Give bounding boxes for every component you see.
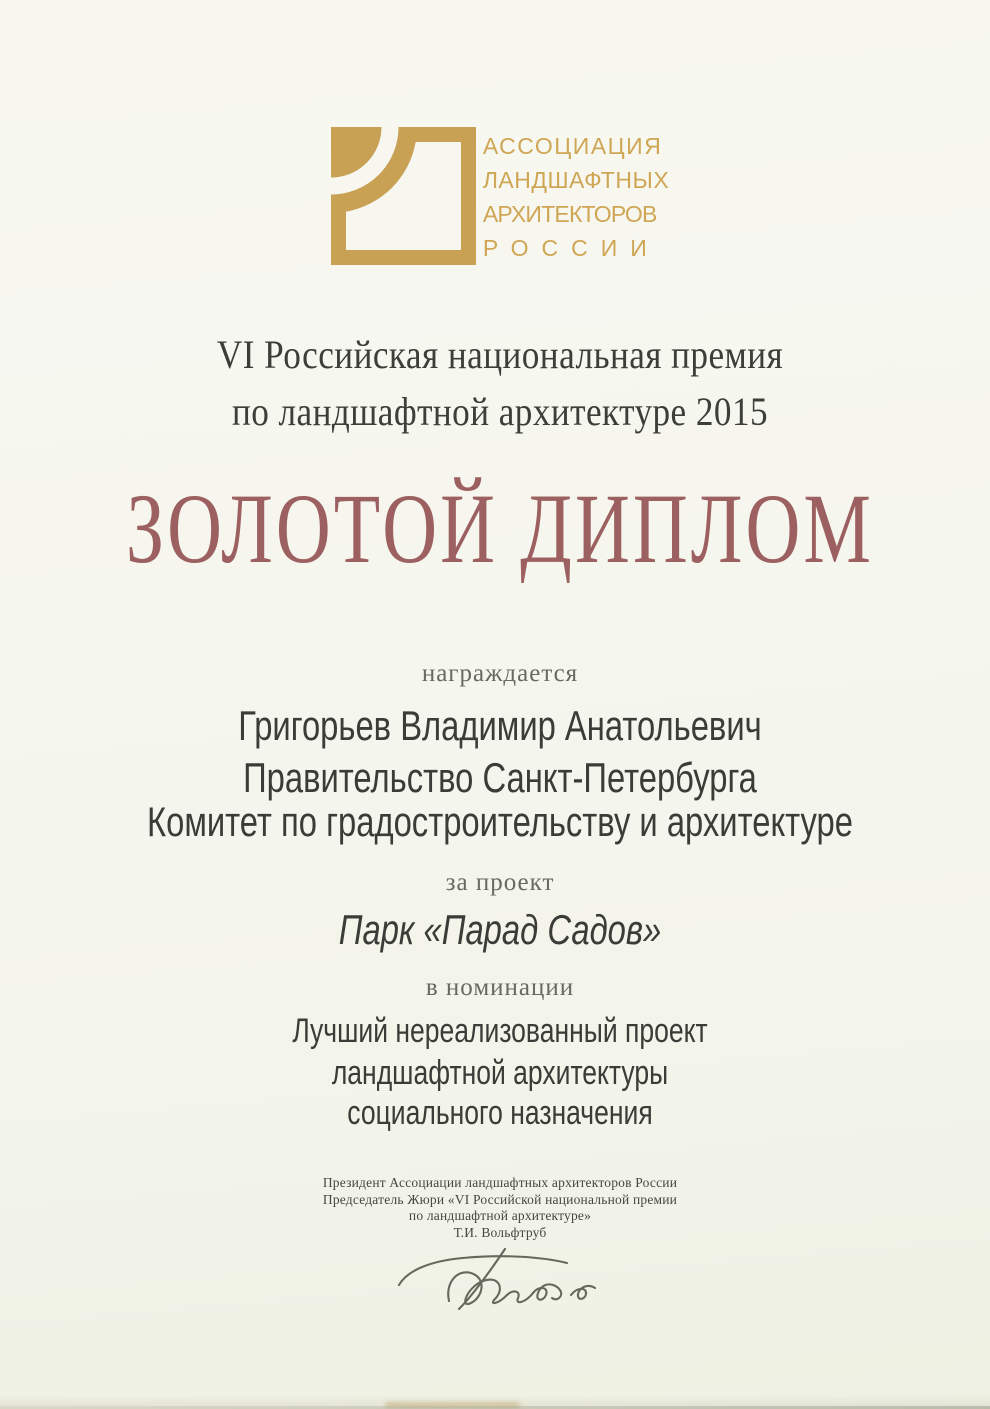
diploma-title: ЗОЛОТОЙ ДИПЛОМ	[126, 473, 874, 584]
landscape-architects-logo-icon	[331, 127, 476, 265]
signature-icon	[385, 1241, 615, 1313]
signatory-name: Т.И. Вольфтруб	[453, 1224, 547, 1240]
nomination-line: социального назначения	[347, 1094, 653, 1132]
association-name	[483, 127, 669, 265]
project-label: за проект	[445, 869, 555, 896]
nomination-line: ландшафтной архитектуры	[331, 1054, 669, 1092]
signatory-block	[0, 1175, 990, 1241]
signatory-title-line3: по ландшафтной архитектуре»	[408, 1208, 592, 1223]
project-name: Парк «Парад Садов»	[338, 906, 662, 953]
recipient-organization-line1: Правительство Санкт-Петербурга	[243, 754, 757, 801]
recipient-organization-line2: Комитет по градостроительству и архитектуре	[147, 798, 853, 845]
association-name-line: РОССИИ	[482, 235, 660, 261]
signatory-title-line2: Председатель Жюри «VI Российской национальной премии	[322, 1191, 678, 1207]
association-name-line: АССОЦИАЦИЯ	[482, 133, 663, 159]
signature	[0, 1241, 990, 1313]
award-edition-title	[60, 326, 940, 440]
association-name-line: ЛАНДШАФТНЫХ	[482, 167, 670, 193]
nomination-line: Лучший нереализованный проект	[292, 1012, 708, 1050]
association-logo	[0, 127, 990, 265]
award-edition-line2: по ландшафтной архитектуре 2015	[231, 389, 769, 434]
association-name-line: АРХИТЕКТОРОВ	[482, 201, 657, 227]
award-edition-line1: VI Российская национальная премия	[216, 332, 784, 377]
signatory-title-line1: Президент Ассоциации ландшафтных архитекторов России	[322, 1175, 678, 1190]
awarded-label: награждается	[421, 660, 579, 687]
nomination-label: в номинации	[425, 974, 575, 1001]
recipient-name: Григорьев Владимир Анатольевич	[238, 702, 762, 749]
